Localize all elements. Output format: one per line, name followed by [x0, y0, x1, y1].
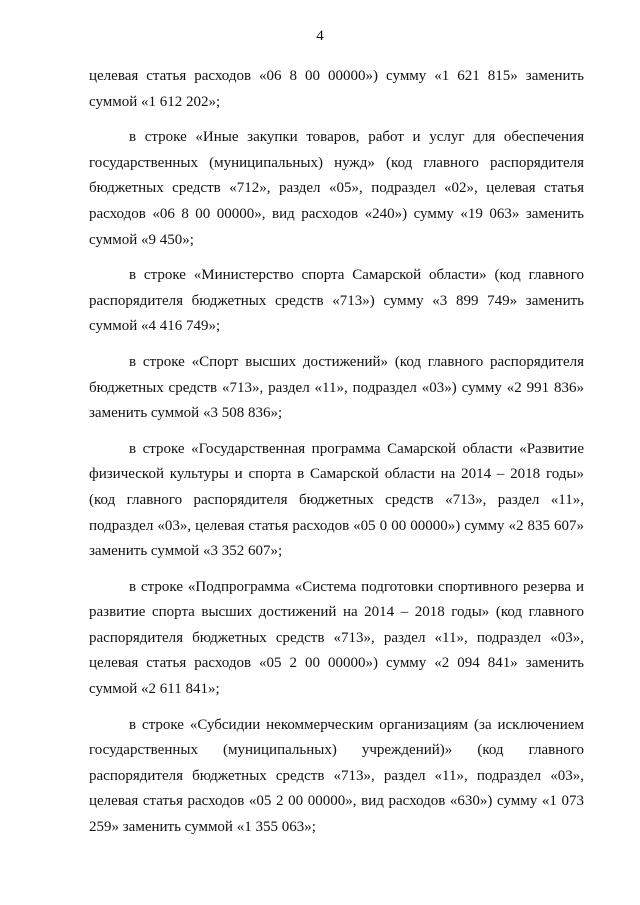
paragraph-6: в строке «Подпрограмма «Система подготовки спортивного резерва и развитие спорта высших достижений на 2014 – 2018 годы» (код главного распорядителя бюджетных средств «713», раздел «11», подраздел «03», целевая статья расходов «05 2 00 00000») сумму «2 094 841» заменить суммой «2 611 841»; [89, 578, 584, 698]
document-body [89, 64, 584, 851]
paragraph-2: в строке «Иные закупки товаров, работ и услуг для обеспечения государственных (муниципальных) нужд» (код главного распорядителя бюджетных средств «712», раздел «05», подраздел «02», целевая статья расходов «06 8 00 00000», вид расходов «240») сумму «19 063» заменить суммой «9 450»; [89, 129, 584, 248]
page-number: 4 [316, 28, 324, 44]
paragraph-3: в строке «Министерство спорта Самарской области» (код главного распорядителя бюджетных средств «713») сумму «3 899 749» заменить суммой «4 416 749»; [89, 267, 584, 335]
paragraph-4: в строке «Спорт высших достижений» (код главного распорядителя бюджетных средств «713», раздел «11», подраздел «03») сумму «2 991 836» заменить суммой «3 508 836»; [89, 353, 584, 422]
paragraph-5: в строке «Государственная программа Самарской области «Развитие физической культуры и спорта в Самарской области на 2014 – 2018 годы» (код главного распорядителя бюджетных средств «713», раздел «11», подраздел «03», целевая статья расходов «05 0 00 00000») сумму «2 835 607» заменить суммой «3 352 607»; [89, 440, 584, 560]
paragraph-7: в строке «Субсидии некоммерческим организациям (за исключением государственных (муниципальных) учреждений)» (код главного распорядителя бюджетных средств «713», раздел «11», подраздел «03», целевая статья расходов «05 2 00 00000», вид расходов «630») сумму «1 073 259» заменить суммой «1 355 063»; [89, 716, 584, 836]
paragraph-1: целевая статья расходов «06 8 00 00000») сумму «1 621 815» заменить суммой «1 612 202»; [89, 68, 584, 110]
